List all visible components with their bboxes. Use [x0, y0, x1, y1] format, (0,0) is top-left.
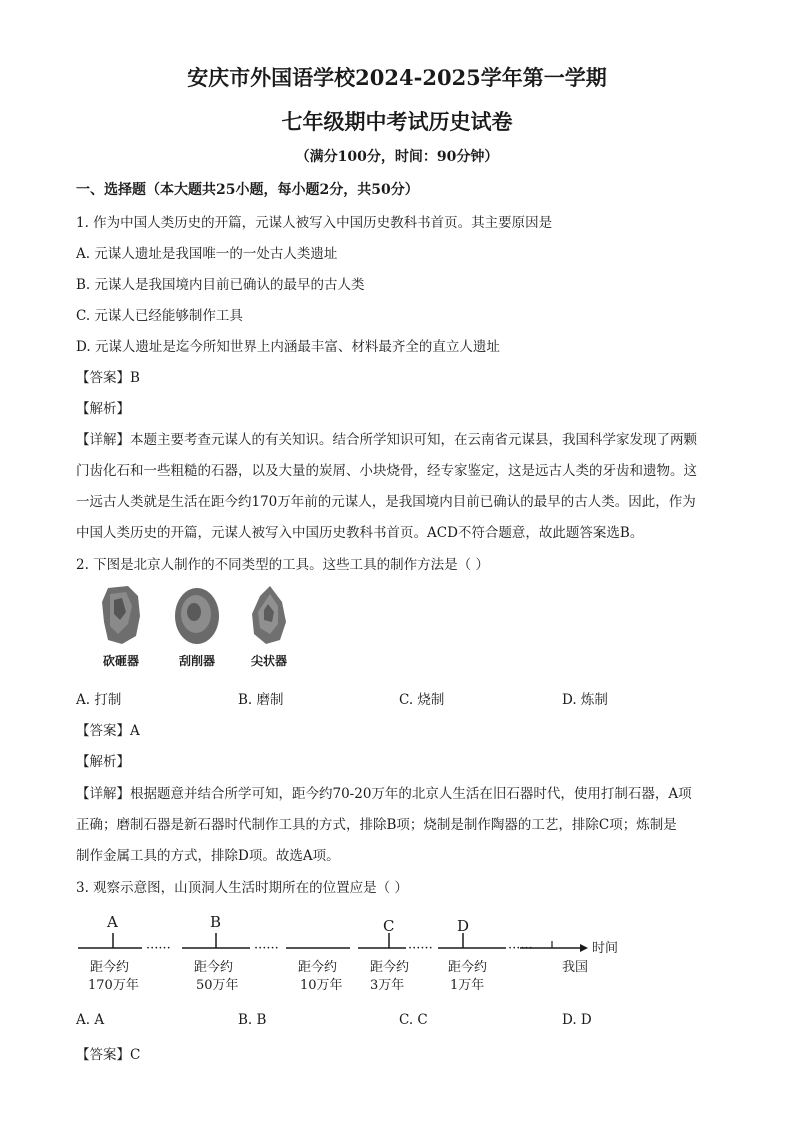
- q1-detail-line: 门齿化石和一些粗糙的石器，以及大量的炭屑、小块烧骨，经专家鉴定，这是远古人类的牙齿和遗物。这: [76, 463, 697, 479]
- timeline-axis-label: 时间: [592, 941, 619, 956]
- q1-stem: 1. 作为中国人类历史的开篇，元谋人被写入中国历史教科书首页。其主要原因是: [76, 215, 553, 231]
- q1-option-d: D. 元谋人遗址是迄今所知世界上内涵最丰富、材料最齐全的直立人遗址: [76, 339, 500, 355]
- chopper-tool-figure: [90, 584, 152, 669]
- q1-detail-line: 一远古人类就是生活在距今约170万年前的元谋人，是我国境内目前已确认的最早的古人类。因此，作为: [76, 494, 696, 510]
- timeline-ellipsis: ······: [508, 941, 533, 956]
- timeline-diagram: [72, 905, 632, 1005]
- q2-option-d: D. 炼制: [562, 692, 608, 708]
- q1-detail-line: 【详解】本题主要考查元谋人的有关知识。结合所学知识可知，在云南省元谋县，我国科学家发现了两颗: [76, 432, 697, 448]
- scraper-label: 刮削器: [178, 654, 215, 668]
- timeline-label: 距今约: [90, 960, 130, 975]
- timeline-label: 距今约: [448, 960, 488, 975]
- exam-subject-title: 七年级期中考试历史试卷: [281, 109, 513, 134]
- q1-option-b: B. 元谋人是我国境内目前已确认的最早的古人类: [76, 277, 365, 293]
- timeline-letter-d: D: [457, 917, 470, 935]
- q2-detail-line: 正确；磨制石器是新石器时代制作工具的方式，排除B项；烧制是制作陶器的工艺，排除C项；炼制是: [76, 817, 677, 833]
- point-stone-image: [246, 584, 292, 646]
- timeline-ellipsis: ······: [408, 941, 433, 956]
- timeline-label: 3万年: [370, 978, 405, 993]
- timeline-label: 170万年: [88, 978, 139, 993]
- timeline-label: 10万年: [300, 978, 343, 993]
- q2-option-c: C. 烧制: [399, 692, 445, 708]
- q1-option-c: C. 元谋人已经能够制作工具: [76, 308, 243, 324]
- scraper-stone-image: [174, 584, 220, 646]
- exam-meta: （满分100分，时间：90分钟）: [295, 149, 499, 165]
- timeline-label: 距今约: [298, 960, 338, 975]
- exam-title: 安庆市外国语学校2024-2025学年第一学期: [187, 65, 607, 90]
- q3-stem: 3. 观察示意图，山顶洞人生活时期所在的位置应是（ ）: [76, 880, 408, 896]
- timeline-label: 距今约: [370, 960, 410, 975]
- timeline-label: 50万年: [196, 978, 239, 993]
- q1-option-a: A. 元谋人遗址是我国唯一的一处古人类遗址: [76, 246, 338, 262]
- q1-detail-line: 中国人类历史的开篇，元谋人被写入中国历史教科书首页。ACD不符合题意，故此题答案选B。: [76, 525, 644, 541]
- timeline-letter-a: A: [107, 913, 118, 931]
- point-tool-figure: [238, 584, 300, 669]
- q2-stem: 2. 下图是北京人制作的不同类型的工具。这些工具的制作方法是（ ）: [76, 557, 489, 573]
- q2-option-a: A. 打制: [76, 692, 122, 708]
- q3-option-b: B. B: [238, 1012, 267, 1028]
- timeline-letter-c: C: [383, 917, 395, 935]
- chopper-label: 砍砸器: [102, 654, 139, 668]
- scraper-tool-figure: [166, 584, 228, 669]
- q1-analysis-label: 【解析】: [76, 401, 130, 417]
- section-heading: 一、选择题（本大题共25小题，每小题2分，共50分）: [76, 182, 419, 198]
- q2-detail-line: 【详解】根据题意并结合所学可知，距今约70-20万年的北京人生活在旧石器时代，使用打制石器，A项: [76, 786, 692, 802]
- q2-detail-line: 制作金属工具的方式，排除D项。故选A项。: [76, 848, 340, 864]
- q2-option-b: B. 磨制: [238, 692, 284, 708]
- timeline-letter-b: B: [210, 913, 222, 931]
- q3-answer: 【答案】C: [76, 1047, 141, 1063]
- q2-answer: 【答案】A: [76, 723, 140, 739]
- q3-option-c: C. C: [399, 1012, 428, 1028]
- q1-answer: 【答案】B: [76, 370, 140, 386]
- q3-option-d: D. D: [562, 1012, 592, 1028]
- chopper-stone-image: [98, 584, 144, 646]
- timeline-label: 1万年: [450, 978, 485, 993]
- timeline-label-china: 我国: [562, 960, 589, 975]
- timeline-label: 距今约: [194, 960, 234, 975]
- timeline-ellipsis: ······: [146, 941, 171, 956]
- timeline-ellipsis: ······: [254, 941, 279, 956]
- point-label: 尖状器: [250, 654, 287, 668]
- q2-analysis-label: 【解析】: [76, 754, 130, 770]
- timeline-arrow-icon: [580, 944, 588, 952]
- q3-option-a: A. A: [76, 1012, 105, 1028]
